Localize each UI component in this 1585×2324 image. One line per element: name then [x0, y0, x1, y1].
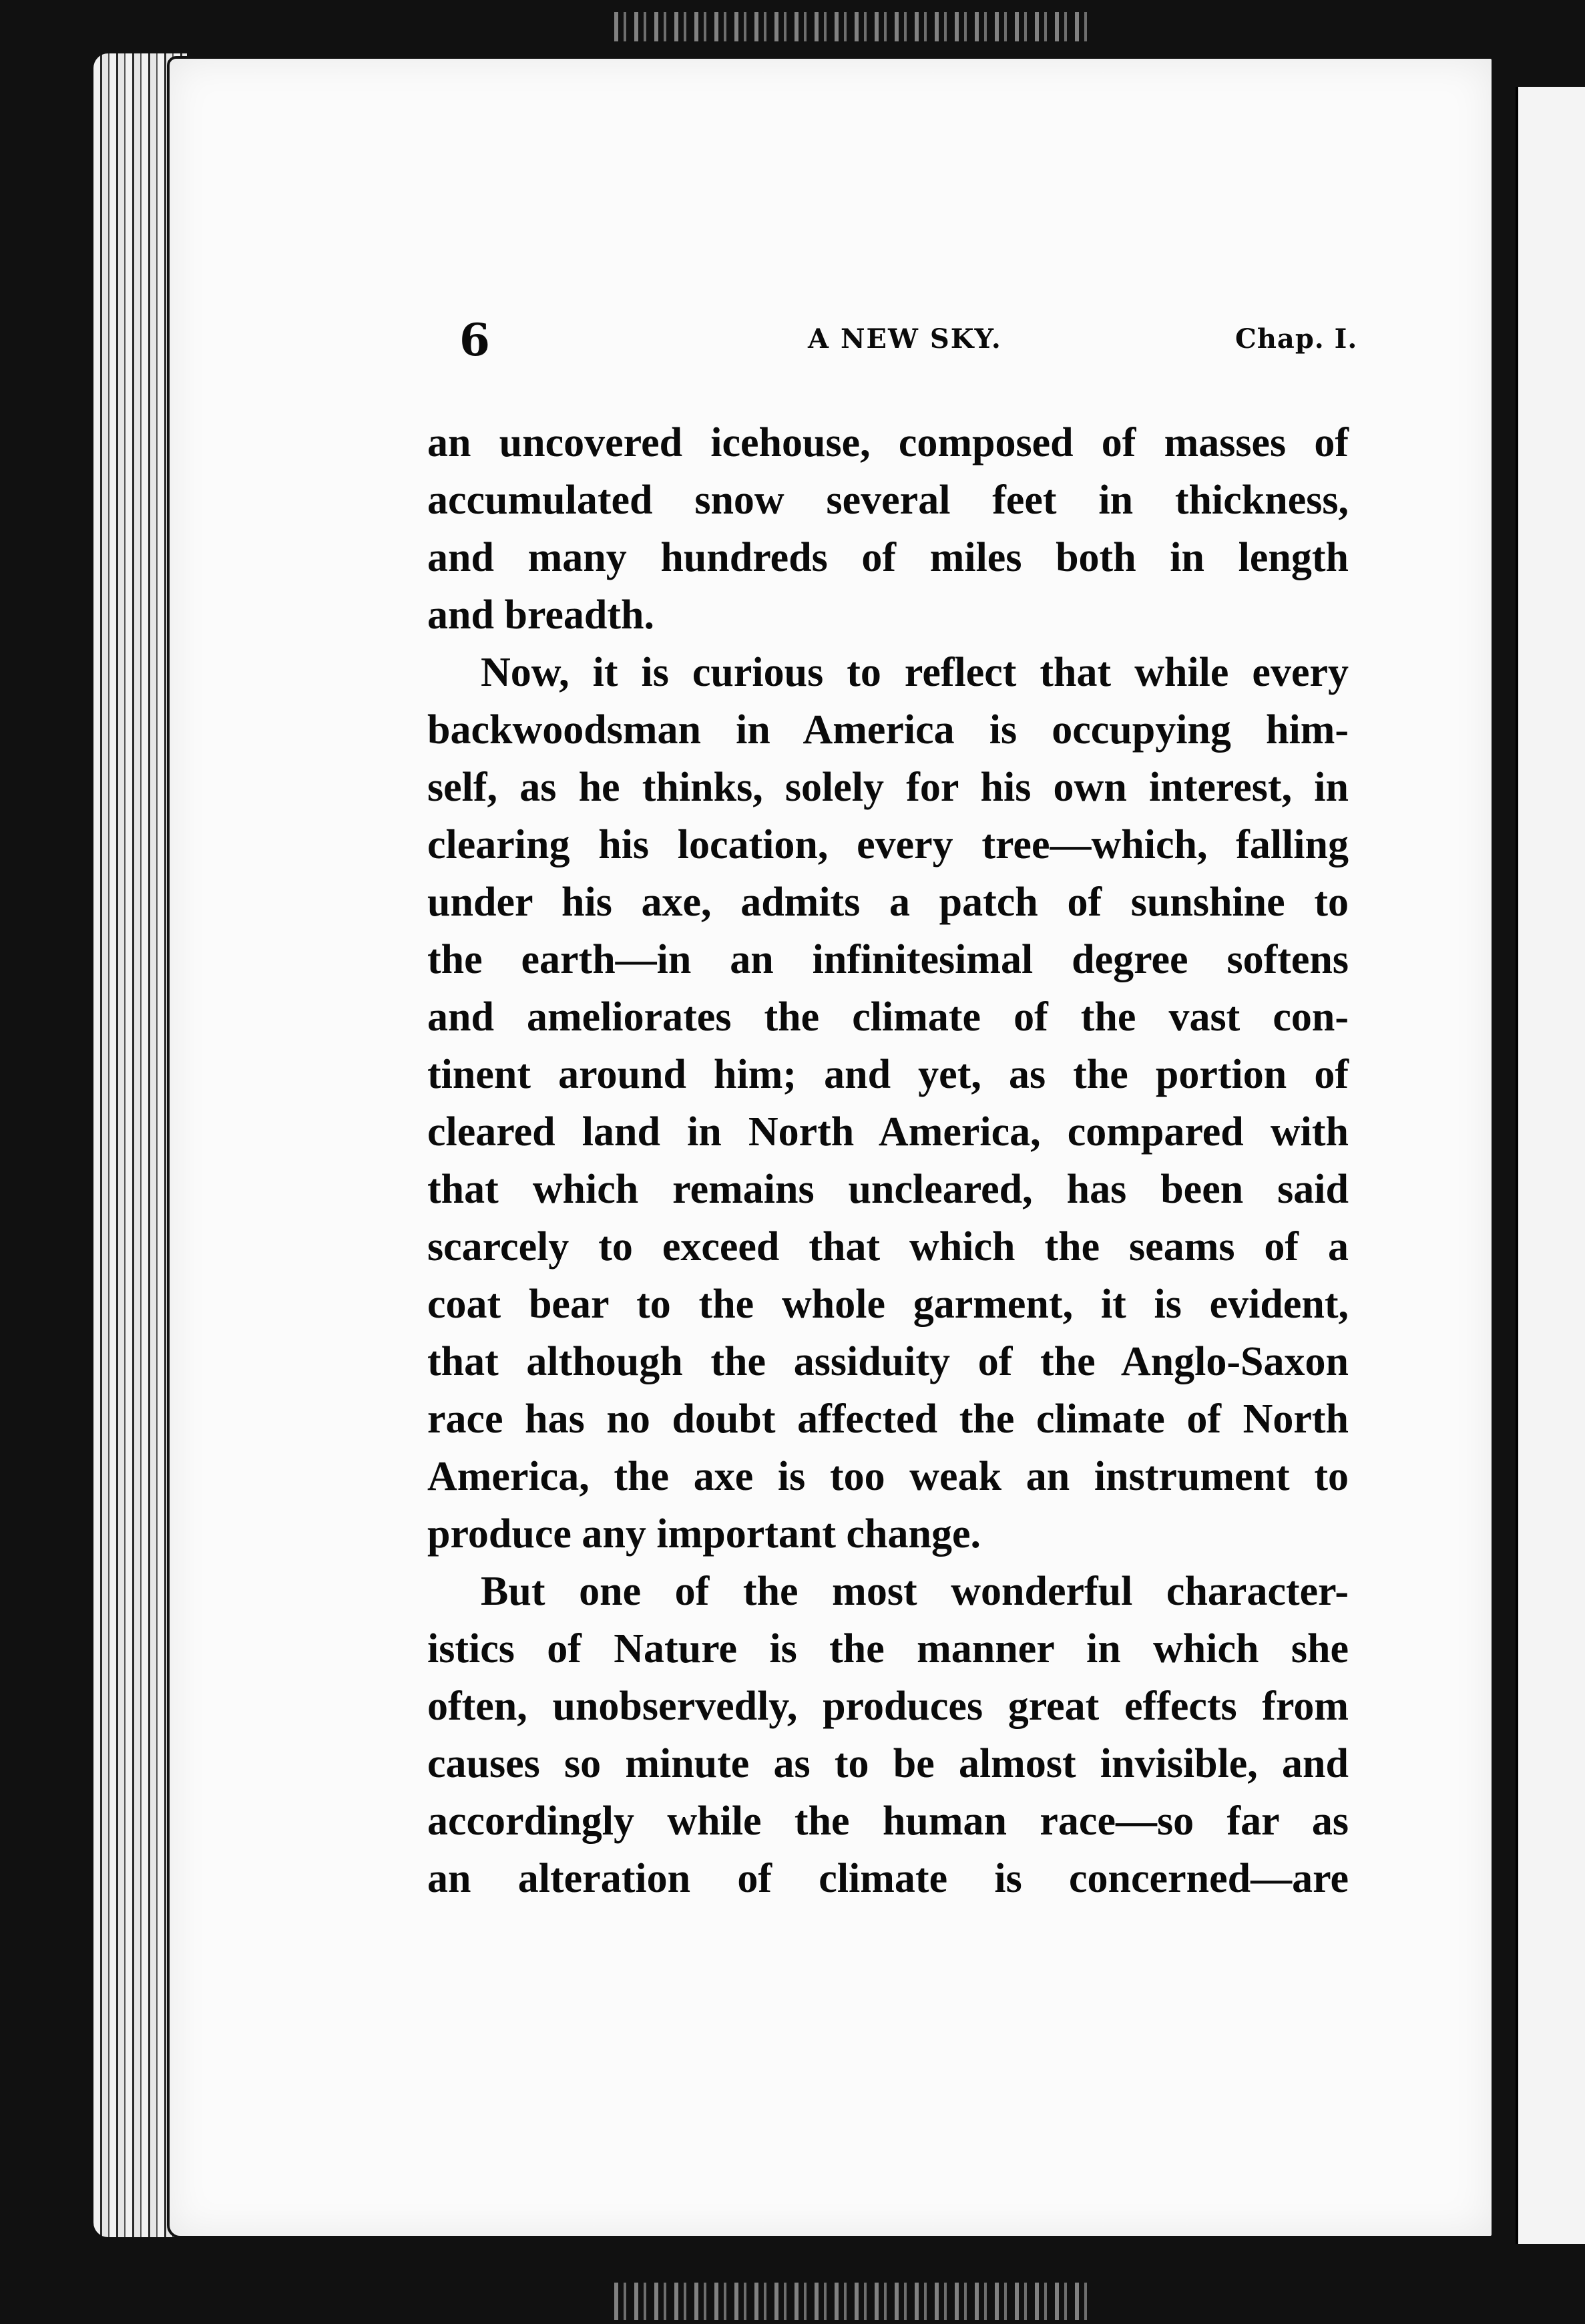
text-line: cleared land in North America, compared with	[427, 1109, 1349, 1155]
text-line: causes so minute as to be almost invisible, and	[427, 1741, 1349, 1786]
text-line: under his axe, admits a patch of sunshine to	[427, 880, 1349, 925]
text-line: and ameliorates the climate of the vast con-	[427, 994, 1349, 1040]
text-line: clearing his location, every tree—which, falling	[427, 822, 1349, 867]
text-line: often, unobservedly, produces great effects from	[427, 1684, 1349, 1729]
text-line: an uncovered icehouse, composed of masses of	[427, 420, 1349, 465]
body-text	[427, 414, 1349, 1907]
text-line: and many hundreds of miles both in length	[427, 535, 1349, 580]
text-line: the earth—in an infinitesimal degree softens	[427, 937, 1349, 982]
text-line: scarcely to exceed that which the seams of a	[427, 1224, 1349, 1270]
text-line: produce any important change.	[427, 1511, 981, 1557]
paragraph-3	[427, 1563, 1349, 1907]
text-line: race has no doubt affected the climate of North	[427, 1396, 1349, 1442]
paragraph-2	[427, 644, 1349, 1563]
decorative-ornament-bottom	[614, 2283, 1095, 2320]
running-head	[294, 314, 1362, 374]
text-line: that although the assiduity of the Anglo-Saxon	[427, 1339, 1349, 1384]
chapter-reference: Chap. I.	[1235, 323, 1358, 355]
text-line: that which remains uncleared, has been said	[427, 1167, 1349, 1212]
running-title: A NEW SKY.	[808, 323, 1002, 355]
paragraph-1	[427, 414, 1349, 644]
facing-page-edge	[1516, 87, 1585, 2244]
text-line: istics of Nature is the manner in which she	[427, 1626, 1349, 1672]
text-line: accumulated snow several feet in thickness,	[427, 477, 1349, 523]
decorative-ornament-top	[614, 12, 1095, 41]
text-line: Now, it is curious to reflect that while every	[481, 650, 1349, 695]
text-line: coat bear to the whole garment, it is evident,	[427, 1282, 1349, 1327]
text-line: America, the axe is too weak an instrument to	[427, 1454, 1349, 1499]
text-line: backwoodsman in America is occupying him-	[427, 707, 1349, 753]
text-line: self, as he thinks, solely for his own interest, in	[427, 765, 1349, 810]
text-line: tinent around him; and yet, as the portion of	[427, 1052, 1349, 1097]
text-line: and breadth.	[427, 592, 654, 638]
page-number: 6	[459, 314, 490, 366]
text-line: an alteration of climate is concerned—are	[427, 1856, 1349, 1901]
text-line: But one of the most wonderful character-	[481, 1569, 1349, 1614]
text-line: accordingly while the human race—so far as	[427, 1798, 1349, 1844]
